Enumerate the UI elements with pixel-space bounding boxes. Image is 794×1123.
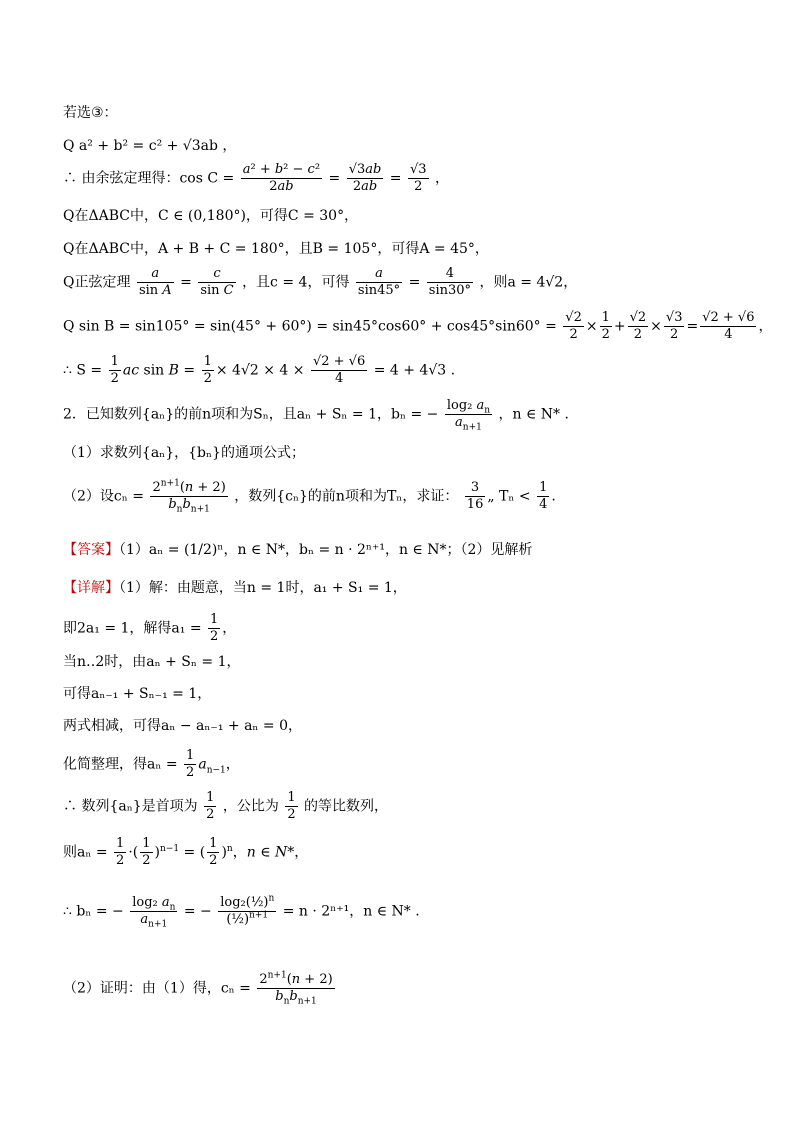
text-segment: （2）证明：由（1）得，cₙ = — [63, 980, 251, 997]
text-segment: ，n ∈ N* . — [498, 406, 569, 423]
text-segment: ，数列{cₙ}的前n项和为Tₙ，求证： — [234, 488, 459, 505]
bn-formula-line: ∴ bₙ = − $\frac{\log_2 a_n}{a_{n+1}}$ = − $\frac{\log_2(\frac{1}{2})^n}{(\frac{1}{2})^{n+1}}$ = n · 2ⁿ⁺¹，n ∈ N* . — [63, 893, 420, 930]
simplify-line: 化简整理，得aₙ = $\frac{1}{2}$ $a_{n-1}$， — [63, 748, 240, 780]
proof-line: （2）证明：由（1）得，cₙ = $\frac{2^{n+1}(n + 2)}{b_nb_{n+1}}$ — [63, 970, 333, 1007]
angle-a-line: Q在ΔABC中，A + B + C = 180°，且B = 105°，可得A = 45°， — [63, 241, 489, 257]
text-segment: Tₙ < — [499, 488, 531, 505]
sine-law-line: Q正弦定理 $\frac{a}{\text{sin A}}$ = $\frac{c}{\text{sin C}}$ ，且c = 4，可得 $\frac{a}{\sin 45^\circ}$ = $\frac{4}{\sin 30^\circ}$ ，则a = 4√2， — [63, 266, 578, 298]
text-segment: ∴ 由余弦定理得：cos C = — [63, 170, 235, 187]
text-segment: ，则a = 4√2， — [479, 274, 578, 291]
answer-text: （1）aₙ = (1/2)ⁿ，n ∈ N*，bₙ = n · 2ⁿ⁺¹，n ∈ N*；（2）见解析 — [119, 542, 533, 558]
text-segment: 2．已知数列{aₙ}的前n项和为Sₙ，且aₙ + Sₙ = 1，bₙ = − — [63, 406, 439, 423]
subtract-line: 两式相减，可得aₙ − aₙ₋₁ + aₙ = 0， — [63, 718, 303, 734]
text-segment: = 4 + 4√3 . — [373, 362, 456, 379]
detail-line — [63, 578, 407, 598]
problem-2-part-1: （1）求数列{aₙ}，{bₙ}的通项公式； — [63, 445, 305, 461]
answer-tag: 【答案】 — [63, 542, 119, 558]
area-line: ∴ S = $\frac{1}{2}$ ac sin B = $\frac{1}{2}$ × 4√2 × 4 × $\frac{√2 + √6}{4}$ = 4 + 4√3 . — [63, 354, 456, 386]
text-segment: 的等比数列， — [304, 798, 389, 815]
shifted-equation-line: 可得aₙ₋₁ + Sₙ₋₁ = 1， — [63, 686, 212, 702]
detail-text: （1）解：由题意，当n = 1时，a₁ + S₁ = 1， — [119, 580, 407, 596]
an-formula-line: 则aₙ = $\frac{1}{2}$ ·( $\frac{1}{2}$ )$^{n-1}$ = ( $\frac{1}{2}$ )$^n$，n ∈ N*， — [63, 836, 309, 868]
problem-2-statement: 2．已知数列{aₙ}的前n项和为Sₙ，且aₙ + Sₙ = 1，bₙ = − $\frac{\log_2 a_n}{a_{n+1}}$ ，n ∈ N* . — [63, 398, 569, 433]
n-ge-2-line: 当n‥2时，由aₙ + Sₙ = 1， — [63, 654, 241, 670]
case-heading: 若选③： — [63, 105, 118, 121]
text-segment: Q正弦定理 — [63, 274, 131, 291]
text-segment: 即2a₁ = 1，解得a₁ = — [63, 620, 202, 637]
problem-2-part-2: （2）设cₙ = $\frac{2^{n+1}(n + 2)}{b_nb_{n+1}}$ ，数列{cₙ}的前n项和为Tₙ，求证： $\frac{3}{16}$ „ Tₙ < $\frac{1}{4}$ . — [63, 478, 556, 515]
cosine-law-line: ∴ 由余弦定理得：cos C = $\frac{\text{a² + b² − c²}}{2ab}$ = $\frac{√3ab}{2ab}$ = $\frac{√3}{2}$ ， — [63, 162, 449, 194]
text-segment: ∴ 数列{aₙ}是首项为 — [63, 798, 198, 815]
text-segment: ∴ bₙ = − — [63, 903, 124, 920]
angle-c-line: Q在ΔABC中，C ∈ (0,180°)，可得C = 30°， — [63, 208, 359, 224]
answer-line — [63, 540, 532, 560]
text-segment: ，且c = 4，可得 — [242, 274, 350, 291]
text-segment: （2）设cₙ = — [63, 488, 144, 505]
geometric-sequence-line: ∴ 数列{aₙ}是首项为 $\frac{1}{2}$ ，公比为 $\frac{1}{2}$ 的等比数列， — [63, 790, 389, 822]
detail-tag: 【详解】 — [63, 580, 119, 596]
text-segment: = n · 2ⁿ⁺¹，n ∈ N* . — [282, 903, 420, 920]
sin-b-line: Q sin B = sin105° = sin(45° + 60°) = sin45°cos60° + cos45°sin60° = $\frac{√2}{2}$ × $\frac{1}{2}$ + $\frac{√2}{2}$ × $\frac{√3}{2}$ = $\frac{√2 + √6}{4}$ ， — [63, 310, 773, 342]
text-segment: 则aₙ = — [63, 844, 108, 861]
text-segment: ∴ S = — [63, 362, 103, 379]
text-segment: Q sin B = sin105° = sin(45° + 60°) = sin45°cos60° + cos45°sin60° = — [63, 318, 557, 335]
text-segment: 化简整理，得aₙ = — [63, 756, 178, 773]
solve-a1-line: 即2a₁ = 1，解得a₁ = $\frac{1}{2}$ ， — [63, 612, 237, 644]
text-segment: ，公比为 — [222, 798, 279, 815]
given-equation: Q a² + b² = c² + √3ab ， — [63, 138, 237, 154]
